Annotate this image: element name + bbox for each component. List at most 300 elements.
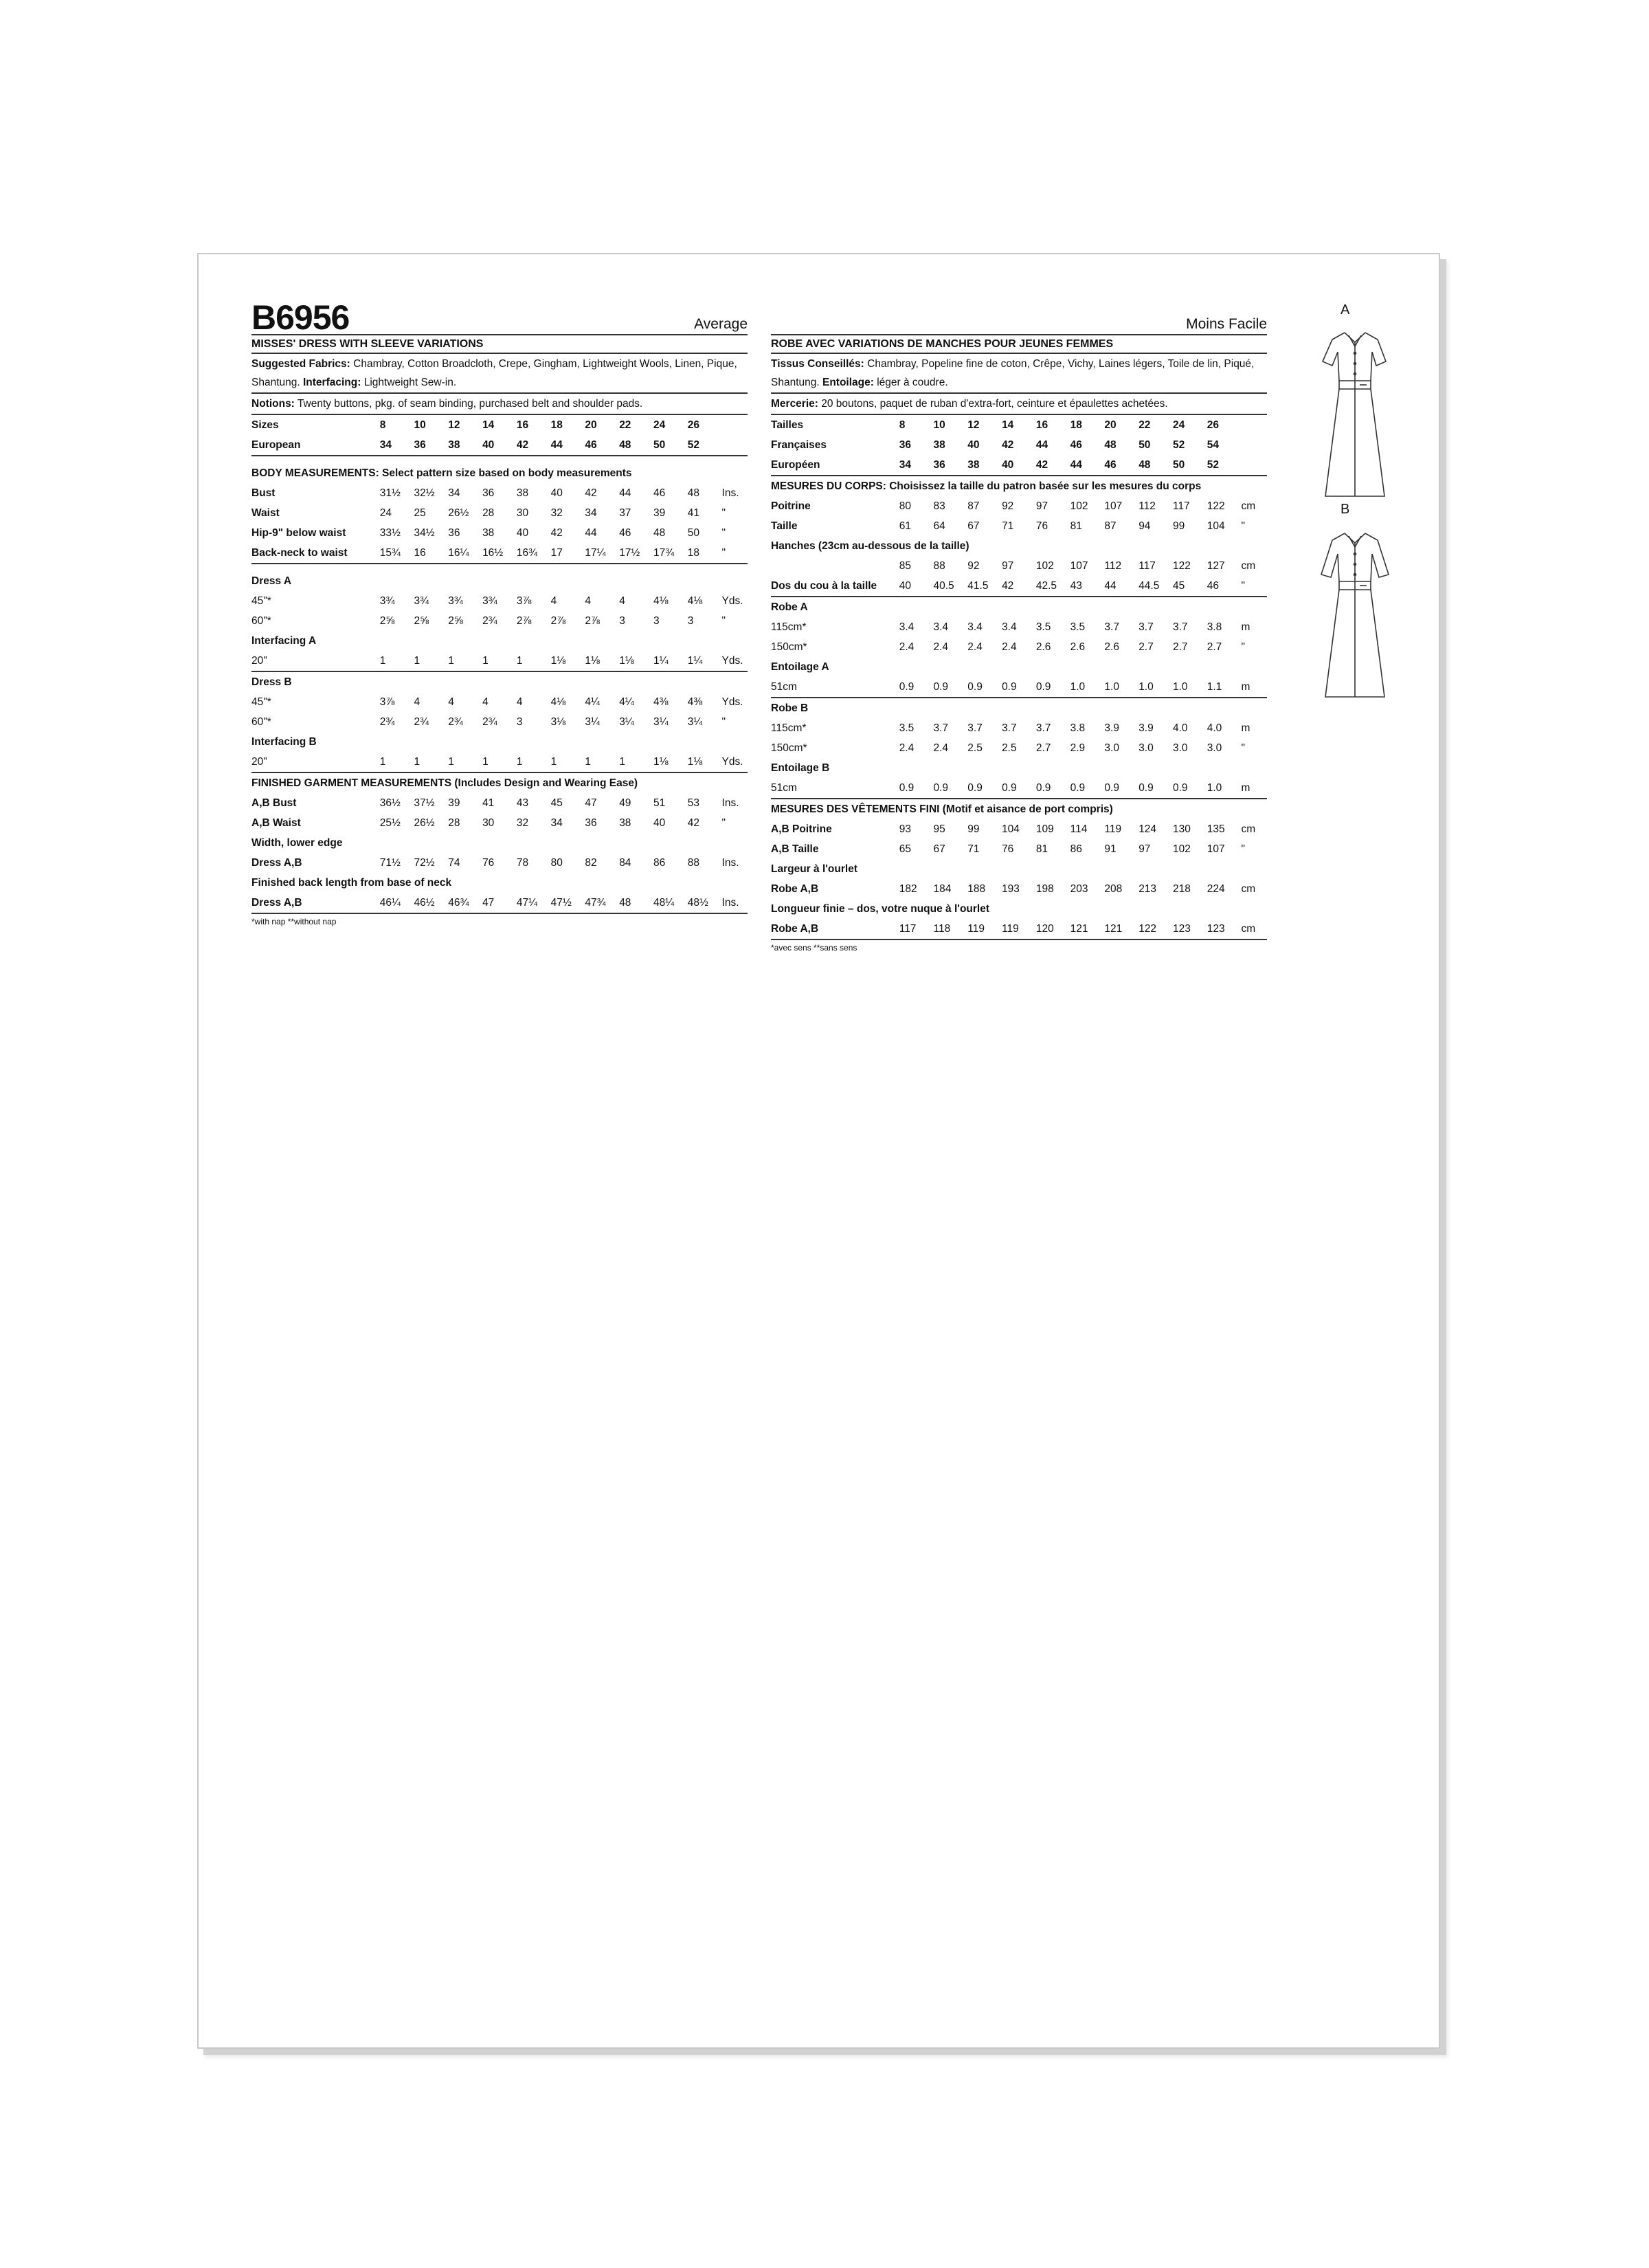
section-heading-row: [771, 476, 1267, 496]
table-cell: 0.9: [934, 778, 968, 799]
dress-a-drawing: [1317, 326, 1393, 504]
unit-cell: cm: [1241, 883, 1256, 895]
table-cell: 4⅛: [550, 696, 566, 708]
table-cell: 36: [934, 455, 968, 476]
view-b-label: B: [1340, 502, 1350, 517]
table-cell: 52: [1172, 439, 1185, 451]
section-heading: MESURES DES VÊTEMENTS FINI (Motif et aisance de port compris): [771, 803, 1113, 815]
table-row: [251, 752, 748, 772]
table-cell: 3⅞: [379, 696, 395, 708]
table-cell: 26½: [414, 817, 435, 829]
table-cell: 34: [448, 487, 460, 499]
table-cell: 16½: [482, 543, 517, 564]
table-row: [251, 523, 748, 543]
row-label: Hip-9" below waist: [251, 527, 346, 539]
table-cell: 122: [1207, 500, 1225, 512]
table-cell: 1⅛: [551, 651, 585, 671]
table-cell: 12: [967, 419, 980, 431]
table-cell: 3.4: [1002, 621, 1017, 633]
table-cell: 72½: [414, 857, 435, 869]
table-cell: 4⅜: [653, 696, 669, 708]
table-row: [771, 455, 1267, 476]
table-cell: 182: [899, 883, 917, 895]
table-cell: 52: [1207, 455, 1242, 476]
table-cell: 67: [967, 520, 980, 532]
row-label: 51cm: [771, 778, 899, 799]
table-cell: 44: [1104, 576, 1138, 597]
table-cell: 14: [482, 419, 495, 431]
table-cell: 127: [1207, 560, 1225, 572]
table-cell: 0.9: [1002, 778, 1036, 799]
table-cell: 3.9: [1138, 722, 1154, 734]
section-heading: Longueur finie – dos, votre nuque à l'ourlet: [771, 903, 990, 915]
section-heading-row: [251, 833, 748, 853]
table-cell: 4: [585, 595, 592, 607]
table-cell: 1: [619, 752, 653, 772]
section-heading-row: [251, 564, 748, 591]
table-cell: 102: [1172, 843, 1191, 855]
table-cell: 42: [585, 487, 597, 499]
section-heading-row: [251, 631, 748, 651]
table-cell: 4: [448, 696, 454, 708]
table-cell: 42: [1002, 439, 1014, 451]
table-cell: 24: [653, 419, 666, 431]
table-cell: 78: [516, 857, 529, 869]
fabrics-text: Chambray, Cotton Broadcloth, Crepe, Gingham, Lightweight Wools, Linen, Pique, Shantung.: [251, 358, 737, 388]
unit-cell: m: [1242, 778, 1267, 799]
table-cell: 4.0: [1207, 722, 1222, 734]
table-cell: 218: [1172, 883, 1191, 895]
section-heading: Robe B: [771, 702, 809, 714]
table-cell: 1.0: [1104, 677, 1138, 698]
table-cell: 26: [687, 419, 699, 431]
unit-cell: [722, 415, 748, 435]
table-cell: 4: [482, 696, 489, 708]
table-cell: 2.7: [1207, 641, 1222, 653]
table-cell: 17½: [619, 543, 653, 564]
table-cell: 50: [1173, 455, 1207, 476]
table-cell: 42.5: [1036, 576, 1070, 597]
table-cell: 42: [1002, 576, 1036, 597]
row-label: Poitrine: [771, 500, 811, 512]
table-cell: 47: [482, 893, 517, 913]
table-cell: 48: [687, 487, 699, 499]
unit-cell: ": [721, 716, 726, 728]
table-cell: 3.9: [1104, 722, 1119, 734]
table-cell: 50: [653, 435, 688, 456]
table-cell: 224: [1207, 883, 1225, 895]
table-cell: 94: [1138, 520, 1151, 532]
unit-cell: cm: [1241, 560, 1256, 572]
table-cell: 118: [934, 919, 968, 940]
table-cell: 112: [1138, 500, 1156, 512]
fabrics-block: [251, 354, 748, 394]
table-cell: 47¼: [517, 893, 551, 913]
table-cell: 47½: [551, 893, 585, 913]
row-label: European: [251, 435, 380, 456]
table-cell: 49: [619, 797, 631, 809]
row-label: A,B Poitrine: [771, 823, 832, 835]
table-cell: 1: [448, 752, 482, 772]
table-cell: 17: [551, 543, 585, 564]
table-cell: 1.0: [1070, 677, 1105, 698]
table-cell: 46: [1070, 439, 1082, 451]
table-cell: 38: [482, 527, 495, 539]
table-cell: 42: [550, 527, 563, 539]
table-cell: 76: [482, 857, 495, 869]
table-row: [251, 591, 748, 611]
row-label: 60"*: [251, 716, 271, 728]
section-heading-row: [251, 732, 748, 752]
table-cell: 38: [448, 435, 482, 456]
table-row: [251, 483, 748, 503]
table-cell: 76: [1002, 843, 1014, 855]
table-cell: 4: [516, 696, 523, 708]
table-cell: 24: [1172, 419, 1185, 431]
table-cell: 1: [414, 752, 449, 772]
table-cell: 8: [379, 419, 386, 431]
table-cell: 1: [585, 752, 619, 772]
table-cell: 46: [585, 435, 619, 456]
table-cell: 37½: [414, 797, 435, 809]
table-cell: 117: [1138, 560, 1156, 572]
table-cell: 44: [551, 435, 585, 456]
table-cell: 16: [1035, 419, 1048, 431]
table-cell: 88: [687, 857, 699, 869]
table-row: [771, 576, 1267, 597]
table-cell: 50: [1138, 439, 1151, 451]
row-label: Françaises: [771, 439, 827, 451]
table-cell: 3.7: [933, 722, 949, 734]
table-cell: 3.4: [899, 621, 915, 633]
table-cell: 3.7: [1035, 722, 1051, 734]
table-cell: 0.9: [1070, 778, 1105, 799]
unit-cell: Yds.: [722, 752, 748, 772]
section-heading: MESURES DU CORPS: Choisissez la taille du patron basée sur les mesures du corps: [771, 480, 1202, 492]
table-cell: 208: [1104, 883, 1123, 895]
row-label: Dress A,B: [251, 857, 302, 869]
table-cell: 120: [1036, 919, 1070, 940]
table-row: [771, 556, 1267, 576]
row-label: Dress A,B: [251, 893, 380, 913]
table-cell: 10: [933, 419, 945, 431]
table-row: [771, 879, 1267, 899]
difficulty-level: Average: [694, 316, 748, 332]
unit-cell: m: [1242, 677, 1267, 698]
table-cell: 45: [550, 797, 563, 809]
table-row: [251, 435, 748, 456]
table-cell: 76: [1035, 520, 1048, 532]
table-cell: 48: [653, 527, 666, 539]
table-cell: 1⅛: [585, 651, 619, 671]
unit-cell: Ins.: [721, 487, 739, 499]
row-label: 20": [251, 752, 380, 772]
notions-block: [771, 394, 1267, 415]
interfacing-text: léger à coudre.: [877, 377, 948, 388]
table-cell: 2.7: [1172, 641, 1188, 653]
table-cell: 203: [1070, 883, 1088, 895]
table-row: [251, 415, 748, 435]
table-cell: 28: [482, 507, 495, 519]
table-cell: 47: [585, 797, 597, 809]
table-cell: 102: [1035, 560, 1054, 572]
english-column: [251, 300, 748, 926]
table-cell: 32: [516, 817, 529, 829]
table-cell: 3.7: [1104, 621, 1119, 633]
table-cell: 3¾: [482, 595, 497, 607]
table-cell: 40: [482, 435, 517, 456]
table-cell: 4: [619, 595, 625, 607]
table-cell: 1: [380, 752, 414, 772]
section-heading-row: [771, 859, 1267, 879]
table-cell: 2¾: [414, 716, 429, 728]
table-cell: 40.5: [934, 576, 968, 597]
table-cell: 1: [448, 651, 482, 671]
fabrics-label: Suggested Fabrics:: [251, 358, 350, 370]
table-cell: 3.4: [933, 621, 949, 633]
table-cell: 64: [933, 520, 945, 532]
table-cell: 2⅝: [448, 615, 463, 627]
pattern-title: ROBE AVEC VARIATIONS DE MANCHES POUR JEUNES FEMMES: [771, 335, 1267, 354]
section-heading-row: [251, 671, 748, 692]
table-cell: 1.0: [1138, 677, 1173, 698]
table-cell: 3: [687, 615, 694, 627]
section-heading: Dress A: [251, 575, 292, 587]
section-heading: Hanches (23cm au-dessous de la taille): [771, 540, 969, 552]
table-cell: 99: [967, 823, 980, 835]
table-cell: 46¾: [448, 893, 482, 913]
table-cell: 2.9: [1070, 742, 1086, 754]
table-row: [771, 617, 1267, 637]
table-cell: 2⅞: [550, 615, 566, 627]
table-cell: 74: [448, 857, 460, 869]
table-cell: 0.9: [1104, 778, 1138, 799]
section-heading: Finished back length from base of neck: [251, 877, 452, 889]
table-cell: 3.0: [1138, 742, 1154, 754]
section-heading: Entoilage B: [771, 762, 830, 774]
table-cell: 14: [1002, 419, 1014, 431]
row-label: 45"*: [251, 595, 271, 607]
section-heading-row: [771, 698, 1267, 718]
table-cell: 3.4: [967, 621, 983, 633]
table-cell: 119: [1104, 823, 1122, 835]
table-cell: 3.7: [1002, 722, 1017, 734]
table-cell: 3.0: [1172, 742, 1188, 754]
table-cell: 3.5: [1070, 621, 1086, 633]
table-cell: 213: [1138, 883, 1157, 895]
row-label: Robe A,B: [771, 919, 899, 940]
unit-cell: ": [721, 507, 726, 519]
table-cell: 48: [1138, 455, 1173, 476]
table-cell: 39: [448, 797, 460, 809]
unit-cell: ": [1242, 576, 1267, 597]
table-cell: 8: [899, 419, 906, 431]
table-cell: 86: [1070, 843, 1082, 855]
table-row: [251, 692, 748, 712]
table-cell: 71½: [379, 857, 401, 869]
table-cell: 1: [482, 752, 517, 772]
table-cell: 30: [482, 817, 495, 829]
section-heading: Entoilage A: [771, 661, 829, 673]
unit-cell: [722, 435, 748, 456]
table-cell: 40: [516, 527, 529, 539]
table-cell: 3.8: [1070, 722, 1086, 734]
table-cell: 28: [448, 817, 460, 829]
table-row: [251, 611, 748, 631]
table-cell: 3⅞: [516, 595, 532, 607]
table-cell: 26½: [448, 507, 469, 519]
table-cell: 114: [1070, 823, 1088, 835]
interfacing-label: Entoilage:: [822, 377, 874, 388]
table-cell: 34: [899, 455, 934, 476]
table-cell: 0.9: [899, 778, 934, 799]
table-cell: 2.6: [1104, 641, 1119, 653]
table-cell: 122: [1172, 560, 1191, 572]
size-table: [771, 415, 1267, 940]
table-cell: 2.7: [1035, 742, 1051, 754]
table-cell: 109: [1035, 823, 1054, 835]
pattern-envelope-back: [197, 253, 1440, 2049]
table-cell: 82: [585, 857, 597, 869]
table-cell: 22: [1138, 419, 1151, 431]
section-heading-row: [771, 597, 1267, 617]
table-cell: 2⅝: [379, 615, 395, 627]
pattern-title: MISSES' DRESS WITH SLEEVE VARIATIONS: [251, 335, 748, 354]
unit-cell: Ins.: [721, 797, 739, 809]
row-label: A,B Taille: [771, 843, 819, 855]
table-cell: 36: [899, 439, 911, 451]
pattern-number: B6956: [251, 298, 350, 337]
table-cell: 2.5: [967, 742, 983, 754]
table-cell: 34: [550, 817, 563, 829]
table-cell: 18: [550, 419, 563, 431]
table-row: [251, 893, 748, 913]
table-cell: 12: [448, 419, 460, 431]
table-cell: 3.5: [1035, 621, 1051, 633]
unit-cell: [1242, 415, 1267, 435]
table-cell: 193: [1002, 883, 1020, 895]
table-cell: 121: [1070, 919, 1105, 940]
table-cell: 39: [653, 507, 666, 519]
table-cell: 2.4: [933, 641, 949, 653]
unit-cell: cm: [1241, 823, 1256, 835]
table-cell: 91: [1104, 843, 1117, 855]
table-cell: 88: [933, 560, 945, 572]
table-cell: 1.1: [1207, 677, 1242, 698]
table-cell: 34: [585, 507, 597, 519]
table-cell: 48: [1104, 439, 1117, 451]
row-label: Back-neck to waist: [251, 543, 380, 564]
table-cell: 119: [967, 919, 1002, 940]
table-cell: 99: [1172, 520, 1185, 532]
header-row: [771, 300, 1267, 335]
french-column: [771, 300, 1267, 953]
section-heading-row: [251, 873, 748, 893]
row-label: Tailles: [771, 419, 804, 431]
row-label: 51cm: [771, 677, 899, 698]
row-label: Dos du cou à la taille: [771, 576, 899, 597]
table-row: [771, 516, 1267, 536]
table-cell: 16: [414, 543, 449, 564]
table-cell: 48½: [688, 893, 722, 913]
table-cell: 18: [688, 543, 722, 564]
notions-text: 20 boutons, paquet de ruban d'extra-fort, ceinture et épaulettes achetées.: [821, 398, 1168, 410]
table-cell: 92: [967, 560, 980, 572]
table-cell: 25½: [379, 817, 401, 829]
table-cell: 46¼: [380, 893, 414, 913]
table-cell: 3.7: [1172, 621, 1188, 633]
table-cell: 0.9: [1173, 778, 1207, 799]
table-cell: 93: [899, 823, 911, 835]
table-cell: 3¾: [414, 595, 429, 607]
table-cell: 41: [687, 507, 699, 519]
table-cell: 0.9: [899, 677, 934, 698]
section-heading-row: [771, 899, 1267, 919]
table-cell: 84: [619, 857, 631, 869]
table-cell: 46½: [414, 893, 449, 913]
table-cell: 34½: [414, 527, 435, 539]
table-cell: 61: [899, 520, 911, 532]
section-heading-row: [251, 772, 748, 793]
table-cell: 4: [550, 595, 557, 607]
table-cell: 124: [1138, 823, 1157, 835]
table-cell: 198: [1035, 883, 1054, 895]
row-label: A,B Bust: [251, 797, 297, 809]
table-cell: 80: [899, 500, 911, 512]
unit-cell: ": [1241, 520, 1246, 532]
row-label: [771, 556, 899, 576]
unit-cell: Ins.: [722, 893, 748, 913]
row-label: Taille: [771, 520, 798, 532]
row-label: 150cm*: [771, 742, 807, 754]
table-cell: 2¾: [482, 615, 497, 627]
table-cell: 10: [414, 419, 426, 431]
table-cell: 2⅞: [585, 615, 600, 627]
table-cell: 48¼: [653, 893, 688, 913]
unit-cell: Yds.: [721, 696, 743, 708]
size-table: [251, 415, 748, 914]
row-label: 115cm*: [771, 722, 807, 734]
table-cell: 48: [619, 435, 653, 456]
table-cell: 4¼: [585, 696, 600, 708]
table-cell: 2¾: [448, 716, 463, 728]
table-cell: 80: [550, 857, 563, 869]
table-cell: 1: [380, 651, 414, 671]
table-cell: 40: [1002, 455, 1036, 476]
table-cell: 2.4: [899, 641, 915, 653]
table-cell: 54: [1207, 439, 1219, 451]
row-label: A,B Waist: [251, 817, 301, 829]
table-row: [771, 496, 1267, 516]
unit-cell: m: [1241, 722, 1250, 734]
table-cell: 32: [550, 507, 563, 519]
table-row: [771, 919, 1267, 940]
table-cell: 24: [379, 507, 392, 519]
difficulty-level: Moins Facile: [1186, 316, 1267, 332]
table-cell: 32½: [414, 487, 435, 499]
table-cell: 47¾: [585, 893, 619, 913]
table-cell: 1¼: [688, 651, 722, 671]
section-heading: Interfacing A: [251, 635, 317, 647]
table-cell: 0.9: [967, 778, 1002, 799]
table-cell: 44.5: [1138, 576, 1173, 597]
table-cell: 2.4: [967, 641, 983, 653]
row-label: 45"*: [251, 696, 271, 708]
table-cell: 1¼: [653, 651, 688, 671]
table-cell: 3: [653, 615, 660, 627]
table-cell: 135: [1207, 823, 1225, 835]
table-cell: 53: [687, 797, 699, 809]
